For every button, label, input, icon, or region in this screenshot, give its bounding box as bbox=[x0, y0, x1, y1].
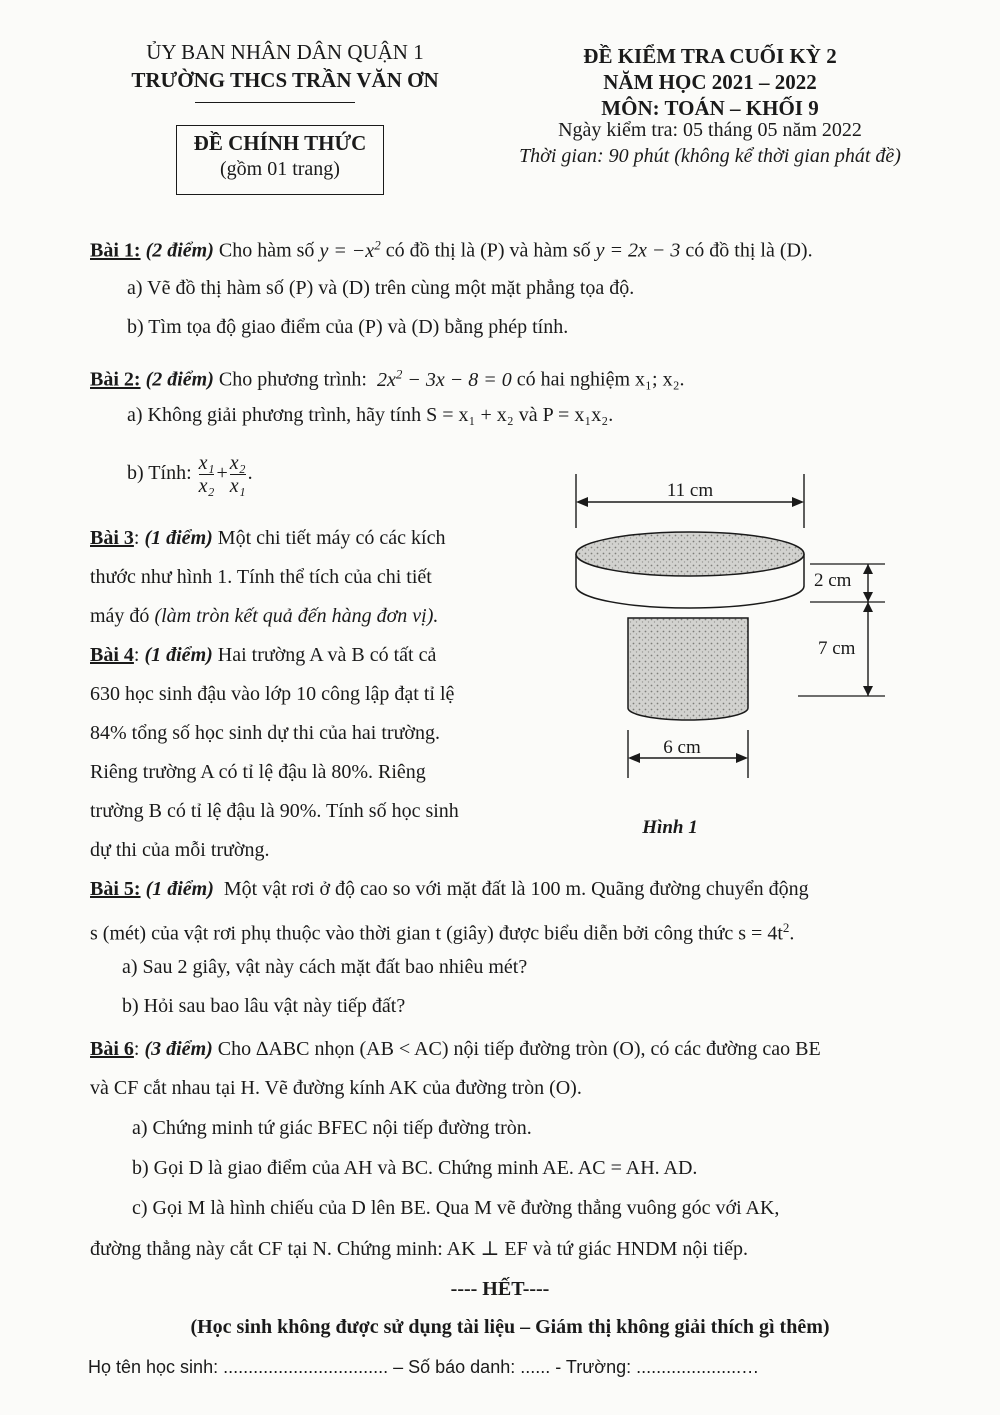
disc-top bbox=[576, 532, 804, 576]
bai5-label: Bài 5: bbox=[90, 878, 141, 900]
bai4-line3: 84% tổng số học sinh dự thi của hai trường. bbox=[90, 722, 440, 744]
bai6-a: a) Chứng minh tứ giác BFEC nội tiếp đường tròn. bbox=[132, 1117, 532, 1139]
bai2-equation: $2x^2 - 3x - 8 = 0$ bbox=[376, 366, 512, 391]
bai2-text2: có hai nghiệm x₁; x₂. bbox=[516, 368, 685, 391]
bai6-c2: đường thẳng này cắt CF tại N. Chứng minh: AK ⊥ EF và tứ giác HNDM nội tiếp. bbox=[90, 1238, 748, 1260]
bai4-line2: 630 học sinh đậu vào lớp 10 công lập đạt tỉ lệ bbox=[90, 683, 455, 705]
bai6-points: (3 điểm) bbox=[144, 1038, 213, 1060]
arrow-down-2 bbox=[863, 686, 873, 696]
bai4-line6: dự thi của mỗi trường. bbox=[90, 839, 270, 861]
official-box-sub: (gồm 01 trang) bbox=[220, 158, 340, 180]
bai5-b: b) Hỏi sau bao lâu vật này tiếp đất? bbox=[122, 995, 406, 1017]
bai2-b-prefix: b) Tính: bbox=[127, 462, 192, 485]
dim-bottom-label: 6 cm bbox=[663, 737, 701, 758]
arrow-bottom-right bbox=[736, 753, 748, 763]
fraction-1: $\frac{\text{x₁}}{\text{x₂}}$ bbox=[198, 452, 215, 497]
bai3-line3: máy đó (làm tròn kết quả đến hàng đơn vị). bbox=[90, 605, 439, 627]
bai5-a: a) Sau 2 giây, vật này cách mặt đất bao nhiêu mét? bbox=[122, 956, 528, 978]
bai2-a: a) Không giải phương trình, hãy tính S = x₁ + x₂ và P = x₁x₂. bbox=[127, 404, 614, 426]
dim-right-bottom-label: 7 cm bbox=[818, 638, 856, 659]
arrow-bottom-left bbox=[628, 753, 640, 763]
official-box bbox=[176, 125, 384, 195]
fraction-2: $\frac{\text{x₂}}{\text{x₁}}$ bbox=[229, 452, 246, 497]
bai4-line4: Riêng trường A có tỉ lệ đậu là 80%. Riêng bbox=[90, 761, 426, 783]
arrow-up-2 bbox=[863, 602, 873, 612]
bai3-line2: thước như hình 1. Tính thể tích của chi tiết bbox=[90, 566, 432, 588]
bai6-label: Bài 6 bbox=[90, 1038, 134, 1060]
bai4-points: (1 điểm) bbox=[144, 644, 213, 666]
bai6-c1: c) Gọi M là hình chiếu của D lên BE. Qua M vẽ đường thẳng vuông góc với AK, bbox=[132, 1197, 780, 1219]
bai6-b: b) Gọi D là giao điểm của AH và BC. Chứng minh AE. AC = AH. AD. bbox=[132, 1157, 698, 1179]
arrow-down-1 bbox=[863, 592, 873, 602]
bai2-line bbox=[90, 362, 685, 392]
exam-title: ĐỀ KIỂM TRA CUỐI KỲ 2 bbox=[583, 44, 837, 68]
bai4-line5: trường B có tỉ lệ đậu là 90%. Tính số học sinh bbox=[90, 800, 459, 822]
bai2-points: (2 điểm) bbox=[145, 368, 214, 391]
bai4-line1: Bài 4: (1 điểm) Hai trường A và B có tất cả bbox=[90, 644, 437, 666]
end-marker: ---- HẾT---- bbox=[450, 1278, 550, 1300]
bai6-line2: và CF cắt nhau tại H. Vẽ đường kính AK của đường tròn (O). bbox=[90, 1077, 582, 1099]
time-note: Thời gian: 90 phút (không kể thời gian phát đề) bbox=[519, 145, 901, 167]
bai4-label: Bài 4 bbox=[90, 644, 134, 666]
bai3-label: Bài 3 bbox=[90, 527, 134, 549]
bai1-line bbox=[90, 233, 813, 263]
machine-part-figure bbox=[560, 468, 900, 848]
bai3-points: (1 điểm) bbox=[144, 527, 213, 549]
student-info-line: Họ tên học sinh: ................................. – Số báo danh: ...... - Trường: .....................… bbox=[88, 1357, 760, 1377]
bai5-line2: s (mét) của vật rơi phụ thuộc vào thời gian t (giây) được biểu diễn bởi công thức $s = 4t^2$. bbox=[90, 920, 795, 945]
bai1-formula2: y = 2x − 3 bbox=[595, 239, 681, 262]
arrow-left bbox=[576, 497, 588, 507]
bai2-b: b) Tính: $\frac{\text{x₁}}{\text{x₂}}$ + $\frac{\text{x₂}}{\text{x₁}}$ . bbox=[127, 452, 253, 497]
header-divider bbox=[195, 102, 355, 103]
arrow-up-1 bbox=[863, 564, 873, 574]
school-year: NĂM HỌC 2021 – 2022 bbox=[603, 70, 817, 94]
bai1-text1: Cho hàm số bbox=[218, 239, 315, 262]
school-name: TRƯỜNG THCS TRẦN VĂN ƠN bbox=[131, 68, 439, 92]
official-box-title: ĐỀ CHÍNH THỨC bbox=[193, 131, 367, 155]
bai3-line1: Bài 3: (1 điểm) Một chi tiết máy có các kích bbox=[90, 527, 446, 549]
dim-top-label: 11 cm bbox=[666, 480, 714, 501]
bai6-line1: Bài 6: (3 điểm) Cho ∆ABC nhọn (AB < AC) nội tiếp đường tròn (O), có các đường cao BE bbox=[90, 1038, 821, 1060]
bai1-b: b) Tìm tọa độ giao điểm của (P) và (D) bằng phép tính. bbox=[127, 316, 569, 338]
bai1-a: a) Vẽ đồ thị hàm số (P) và (D) trên cùng một mặt phẳng tọa độ. bbox=[127, 277, 635, 299]
exam-rules-note: (Học sinh không được sử dụng tài liệu – Giám thị không giải thích gì thêm) bbox=[190, 1316, 830, 1338]
figure-caption: Hình 1 bbox=[642, 817, 698, 838]
bai2-text1: Cho phương trình: bbox=[218, 368, 367, 391]
bai1-label: Bài 1: bbox=[90, 239, 141, 262]
authority-name: ỦY BAN NHÂN DÂN QUẬN 1 bbox=[146, 40, 424, 64]
subject: MÔN: TOÁN – KHỐI 9 bbox=[601, 96, 819, 120]
arrow-right bbox=[792, 497, 804, 507]
lower-cylinder bbox=[628, 618, 748, 720]
bai5-points: (1 điểm) bbox=[145, 878, 214, 900]
dim-right-top-label: 2 cm bbox=[814, 570, 852, 591]
bai1-points: (2 điểm) bbox=[145, 239, 214, 262]
bai1-text3: có đồ thị là (D). bbox=[685, 239, 813, 262]
bai2-label: Bài 2: bbox=[90, 368, 141, 391]
bai1-text2: có đồ thị là (P) và hàm số bbox=[385, 239, 591, 262]
exam-date: Ngày kiểm tra: 05 tháng 05 năm 2022 bbox=[558, 119, 862, 141]
bai1-formula1: $y = -x^2$ bbox=[319, 237, 381, 262]
bai5-line1: Bài 5: (1 điểm) Một vật rơi ở độ cao so với mặt đất là 100 m. Quãng đường chuyển động bbox=[90, 878, 809, 900]
